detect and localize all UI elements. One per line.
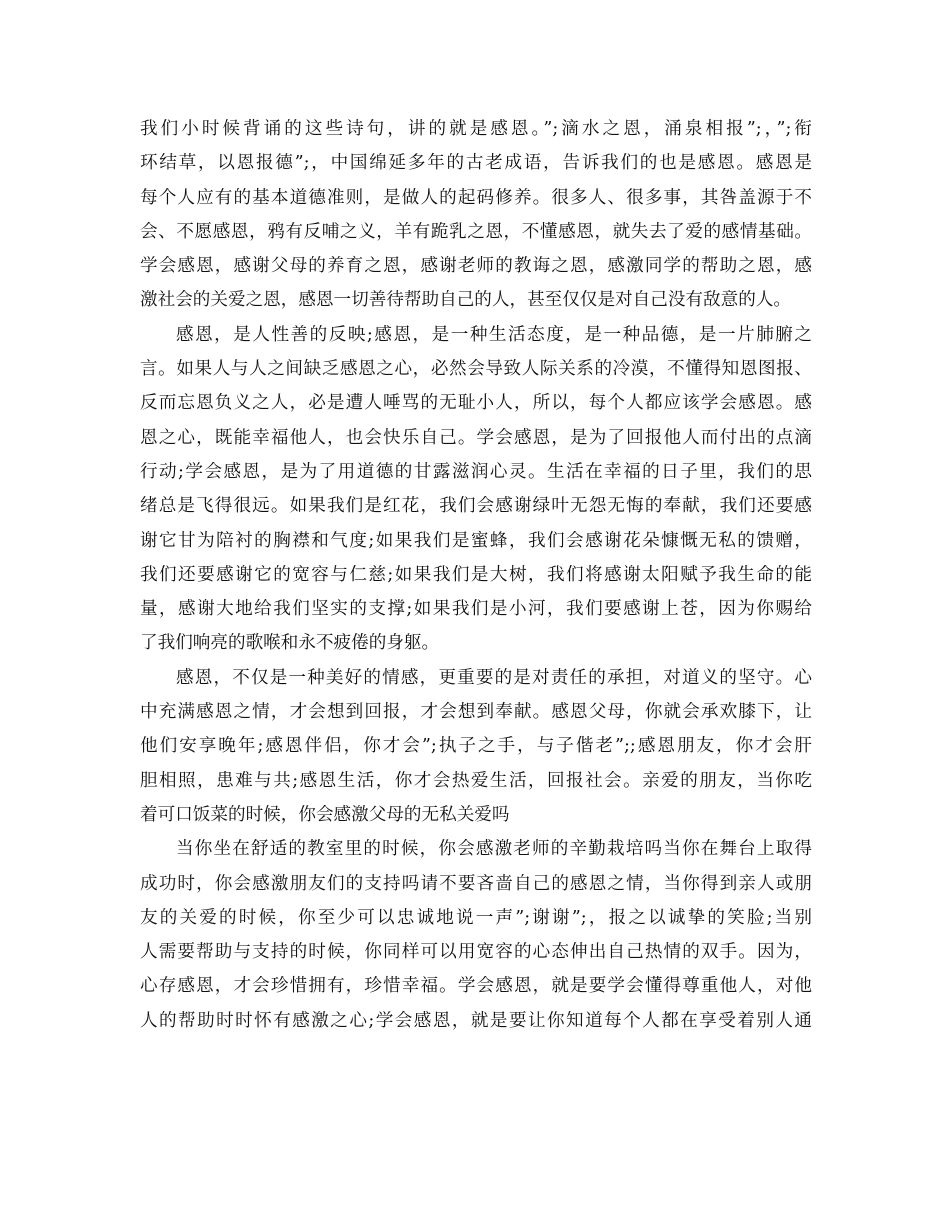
document-body [140, 112, 812, 1038]
paragraph-4-line-5: 心存感恩，才会珍惜拥有，珍惜幸福。学会感恩，就是要学会懂得尊重他人，对他 [140, 976, 812, 997]
paragraph-4-line-2: 成功时，你会感激朋友们的支持吗请不要吝啬自己的感恩之情，当你得到亲人或朋 [140, 873, 812, 894]
paragraph-3-line-4: 胆相照，患难与共;感恩生活，你才会热爱生活，回报社会。亲爱的朋友，当你吃 [140, 770, 812, 791]
paragraph-2-line-10: 了我们响亮的歌喉和永不疲倦的身躯。 [140, 633, 440, 654]
paragraph-3-line-1: 感恩，不仅是一种美好的情感，更重要的是对责任的承担，对道义的坚守。心 [176, 667, 812, 688]
paragraph-4-line-3: 友的关爱的时候，你至少可以忠诚地说一声”;谢谢”;，报之以诚挚的笑脸;当别 [140, 907, 812, 928]
paragraph-2-line-6: 绪总是飞得很远。如果我们是红花，我们会感谢绿叶无怨无悔的奉献，我们还要感 [140, 496, 812, 517]
paragraph-1-line-6: 激社会的关爱之恩，感恩一切善待帮助自己的人，甚至仅仅是对自己没有敌意的人。 [140, 290, 791, 311]
paragraph-2-line-3: 反而忘恩负义之人，必是遭人唾骂的无耻小人，所以，每个人都应该学会感恩。感 [140, 393, 812, 414]
paragraph-2-line-5: 行动;学会感恩，是为了用道德的甘露滋润心灵。生活在幸福的日子里，我们的思 [140, 461, 812, 482]
paragraph-3-line-2: 中充满感恩之情，才会想到回报，才会想到奉献。感恩父母，你就会承欢膝下，让 [140, 702, 812, 723]
paragraph-1-line-2: 环结草，以恩报德”;，中国绵延多年的古老成语，告诉我们的也是感恩。感恩是 [140, 153, 812, 174]
paragraph-2-line-8: 我们还要感谢它的宽容与仁慈;如果我们是大树，我们将感谢太阳赋予我生命的能 [140, 564, 812, 585]
paragraph-3-line-3: 他们安享晚年;感恩伴侣，你才会”;执子之手，与子偕老”;;感恩朋友，你才会肝 [140, 736, 812, 757]
paragraph-1-line-4: 会、不愿感恩，鸦有反哺之义，羊有跪乳之恩，不懂感恩，就失去了爱的感情基础。 [140, 221, 812, 242]
paragraph-2-line-1: 感恩，是人性善的反映;感恩，是一种生活态度，是一种品德，是一片肺腑之 [176, 324, 812, 345]
paragraph-1-line-3: 每个人应有的基本道德准则，是做人的起码修养。很多人、很多事，其咎盖源于不 [140, 187, 812, 208]
paragraph-4-line-4: 人需要帮助与支持的时候，你同样可以用宽容的心态伸出自己热情的双手。因为， [140, 942, 812, 963]
paragraph-2-line-7: 谢它甘为陪衬的胸襟和气度;如果我们是蜜蜂，我们会感谢花朵慷慨无私的馈赠， [140, 530, 812, 551]
paragraph-2-line-4: 恩之心，既能幸福他人，也会快乐自己。学会感恩，是为了回报他人而付出的点滴 [140, 427, 812, 448]
paragraph-1-line-5: 学会感恩，感谢父母的养育之恩，感谢老师的教诲之恩，感激同学的帮助之恩，感 [140, 256, 812, 277]
paragraph-4-line-6: 人的帮助时时怀有感激之心;学会感恩，就是要让你知道每个人都在享受着别人通 [140, 1010, 812, 1031]
paragraph-4-line-1: 当你坐在舒适的教室里的时候，你会感激老师的辛勤栽培吗当你在舞台上取得 [176, 839, 812, 860]
paragraph-3-line-5: 着可口饭菜的时候，你会感激父母的无私关爱吗 [140, 804, 510, 825]
paragraph-2-line-9: 量，感谢大地给我们坚实的支撑;如果我们是小河，我们要感谢上苍，因为你赐给 [140, 599, 812, 620]
paragraph-2-line-2: 言。如果人与人之间缺乏感恩之心，必然会导致人际关系的冷漠，不懂得知恩图报、 [140, 359, 812, 380]
paragraph-1-line-1: 我们小时候背诵的这些诗句，讲的就是感恩。”;滴水之恩，涌泉相报”;，”;衔 [140, 119, 812, 139]
